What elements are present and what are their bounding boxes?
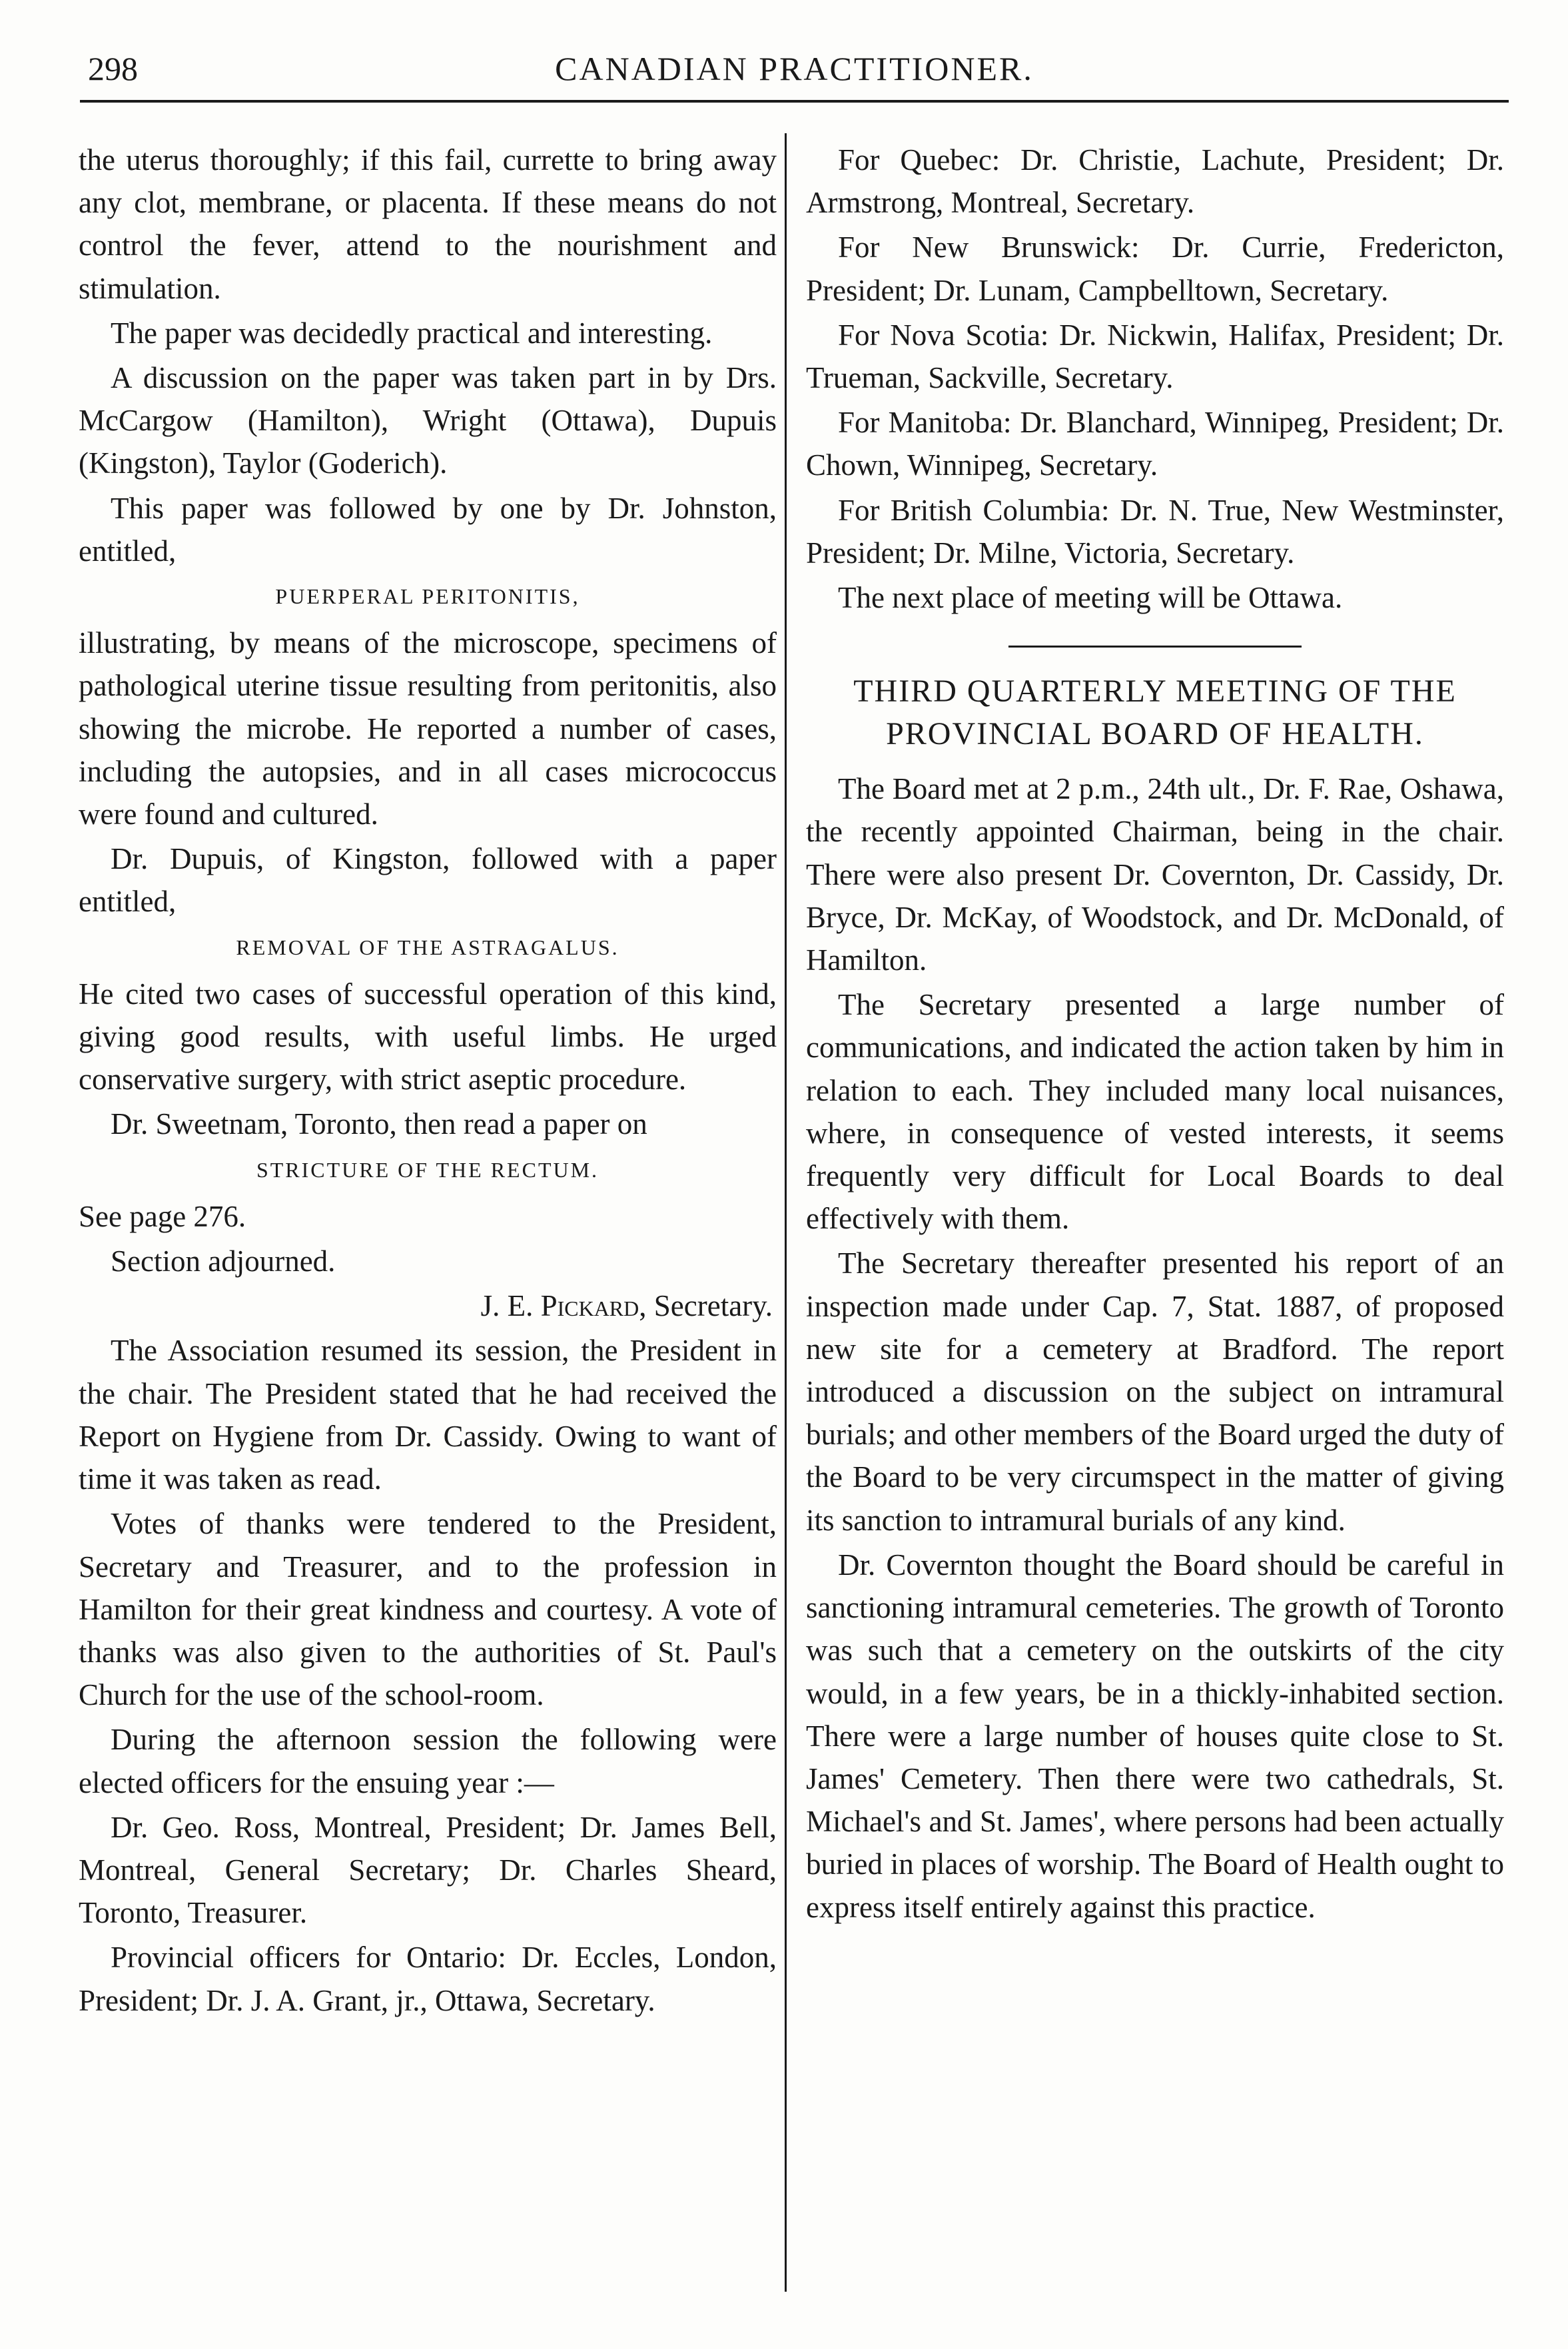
paragraph: For New Brunswick: Dr. Currie, Fredericton, President; Dr. Lunam, Campbelltown, Secretary. [806, 231, 1504, 307]
paragraph: A discussion on the paper was taken part in by Drs. McCargow (Hamilton), Wright (Ottawa), Dupuis (Kingston), Taylor (Goderich). [79, 361, 777, 480]
paragraph: Dr. Geo. Ross, Montreal, President; Dr. James Bell, Montreal, General Secretary; Dr. Charles Sheard, Toronto, Treasurer. [79, 1810, 777, 1930]
paragraph: During the afternoon session the following were elected officers for the ensuing year :— [79, 1723, 777, 1799]
paragraph: The next place of meeting will be Ottawa. [838, 581, 1343, 615]
paragraph: For Nova Scotia: Dr. Nickwin, Halifax, President; Dr. Trueman, Sackville, Secretary. [806, 318, 1504, 395]
section-rule [1008, 646, 1302, 648]
paragraph: The paper was decidedly practical and interesting. [111, 316, 713, 350]
column-divider [785, 133, 787, 2292]
paragraph: The Secretary thereafter presented his report of an inspection made under Cap. 7, Stat. 1887, of proposed new site for a cemetery at Bradford. The report introduced a discussion on the subject on intramural burials; and other members of the Board urged the duty of the Board to be very circumspect in the matter of giving its sanction to intramural burials of any kind. [806, 1246, 1504, 1537]
paragraph: the uterus thoroughly; if this fail, currette to bring away any clot, membrane, or placenta. If these means do not control the fever, attend to the nourishment and stimulation. [79, 143, 777, 305]
running-title: CANADIAN PRACTITIONER. [555, 50, 1034, 87]
section-title: THIRD QUARTERLY MEETING OF THE PROVINCIAL BOARD OF HEALTH. [853, 674, 1457, 752]
paragraph: See page 276. [79, 1199, 246, 1233]
paragraph: For Quebec: Dr. Christie, Lachute, President; Dr. Armstrong, Montreal, Secretary. [806, 143, 1504, 220]
paragraph: Votes of thanks were tendered to the President, Secretary and Treasurer, and to the profession in Hamilton for their great kindness and courtesy. A vote of thanks was also given to the authorities of St. Paul's Church for the use of the school-room. [79, 1507, 777, 1712]
paragraph: The Association resumed its session, the President in the chair. The President stated that he had received the Report on Hygiene from Dr. Cassidy. Owing to want of time it was taken as read. [79, 1334, 777, 1496]
paragraph: For Manitoba: Dr. Blanchard, Winnipeg, President; Dr. Chown, Winnipeg, Secretary. [806, 406, 1504, 482]
paragraph: Dr. Covernton thought the Board should be careful in sanctioning intramural cemeteries. The growth of Toronto was such that a cemetery on the outskirts of the city would, in a few years, be in a thickly-inhabited section. There were a large number of houses quite close to St. James' Cemetery. Then there were two cathedrals, St. Michael's and St. James', where persons had been actually buried in places of worship. The Board of Health ought to express itself entirely against this practice. [806, 1548, 1504, 1924]
page-header [80, 40, 1509, 100]
paragraph: Provincial officers for Ontario: Dr. Eccles, London, President; Dr. J. A. Grant, jr., Ottawa, Secretary. [79, 1941, 777, 2017]
paragraph: illustrating, by means of the microscope, specimens of pathological uterine tissue resulting from peritonitis, also showing the microbe. He reported a number of cases, including the autopsies, and in all cases micrococcus were found and cultured. [79, 626, 777, 831]
paragraph: He cited two cases of successful operation of this kind, giving good results, with useful limbs. He urged conservative surgery, with strict aseptic procedure. [79, 977, 777, 1097]
paragraph: Dr. Sweetnam, Toronto, then read a paper on [111, 1107, 647, 1141]
paper-heading-stricture: STRICTURE OF THE RECTUM. [256, 1157, 599, 1182]
paper-heading-astragalus: REMOVAL OF THE ASTRAGALUS. [236, 935, 619, 959]
signature [79, 1284, 777, 1327]
header-rule [80, 100, 1509, 103]
signature-role: Secretary. [653, 1289, 773, 1323]
paragraph: The Secretary presented a large number of communications, and indicated the action taken by him in relation to each. They included many local nuisances, where, in consequence of vested interests, it seems frequently very difficult for Local Boards to deal effectively with them. [806, 988, 1504, 1236]
paragraph: Section adjourned. [111, 1244, 336, 1278]
signature-name: J. E. Pickard, [480, 1289, 647, 1323]
paper-heading-puerperal-peritonitis: PUERPERAL PERITONITIS, [275, 584, 580, 609]
left-column [79, 139, 777, 2024]
paragraph: For British Columbia: Dr. N. True, New Westminster, President; Dr. Milne, Victoria, Secretary. [806, 493, 1504, 570]
right-column [806, 139, 1504, 1931]
paragraph: Dr. Dupuis, of Kingston, followed with a paper entitled, [79, 842, 777, 919]
paragraph: The Board met at 2 p.m., 24th ult., Dr. F. Rae, Oshawa, the recently appointed Chairman, being in the chair. There were also present Dr. Covernton, Dr. Cassidy, Dr. Bryce, Dr. McKay, of Woodstock, and Dr. McDonald, of Hamilton. [806, 772, 1504, 977]
paragraph: This paper was followed by one by Dr. Johnston, entitled, [79, 491, 777, 568]
page-number: 298 [88, 50, 138, 87]
